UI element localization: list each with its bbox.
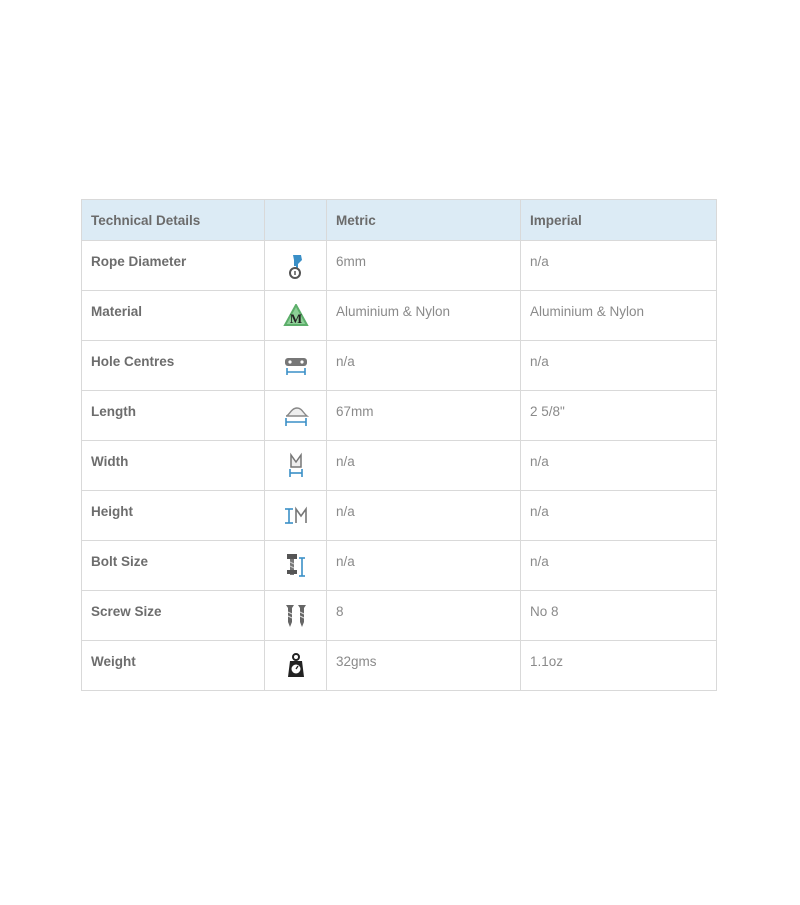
row-imperial: n/a — [521, 341, 717, 391]
row-imperial: Aluminium & Nylon — [521, 291, 717, 341]
table-row — [82, 491, 717, 541]
row-label: Bolt Size — [82, 541, 265, 591]
length-icon — [265, 404, 326, 428]
technical-details-table — [81, 199, 717, 691]
row-imperial: n/a — [521, 491, 717, 541]
row-metric: 67mm — [327, 391, 521, 441]
row-imperial: n/a — [521, 441, 717, 491]
row-label: Material — [82, 291, 265, 341]
table-row — [82, 441, 717, 491]
table-row — [82, 541, 717, 591]
table-row — [82, 341, 717, 391]
header-metric: Metric — [327, 200, 521, 241]
table-row — [82, 641, 717, 691]
row-imperial: n/a — [521, 541, 717, 591]
weight-icon — [265, 652, 326, 680]
table-row — [82, 391, 717, 441]
header-technical-details: Technical Details — [82, 200, 265, 241]
rope-diameter-icon — [265, 252, 326, 280]
row-metric: n/a — [327, 441, 521, 491]
screw-size-icon — [265, 602, 326, 630]
row-metric: n/a — [327, 541, 521, 591]
header-icon — [265, 200, 327, 241]
table-row — [82, 241, 717, 291]
bolt-size-icon — [265, 552, 326, 580]
header-imperial: Imperial — [521, 200, 717, 241]
row-metric: Aluminium & Nylon — [327, 291, 521, 341]
svg-text:M: M — [289, 310, 302, 326]
material-recycle-icon — [265, 304, 326, 328]
row-label: Weight — [82, 641, 265, 691]
row-label: Height — [82, 491, 265, 541]
table-header-row — [82, 200, 717, 241]
table-row — [82, 291, 717, 341]
row-metric: n/a — [327, 341, 521, 391]
row-label: Length — [82, 391, 265, 441]
width-icon — [265, 452, 326, 480]
row-metric: 6mm — [327, 241, 521, 291]
row-metric: 8 — [327, 591, 521, 641]
row-label: Screw Size — [82, 591, 265, 641]
table-row — [82, 591, 717, 641]
hole-centres-icon — [265, 355, 326, 377]
row-label: Rope Diameter — [82, 241, 265, 291]
row-label: Width — [82, 441, 265, 491]
row-imperial: 1.1oz — [521, 641, 717, 691]
row-imperial: No 8 — [521, 591, 717, 641]
height-icon — [265, 506, 326, 526]
row-imperial: 2 5/8" — [521, 391, 717, 441]
row-metric: n/a — [327, 491, 521, 541]
row-label: Hole Centres — [82, 341, 265, 391]
row-imperial: n/a — [521, 241, 717, 291]
row-metric: 32gms — [327, 641, 521, 691]
